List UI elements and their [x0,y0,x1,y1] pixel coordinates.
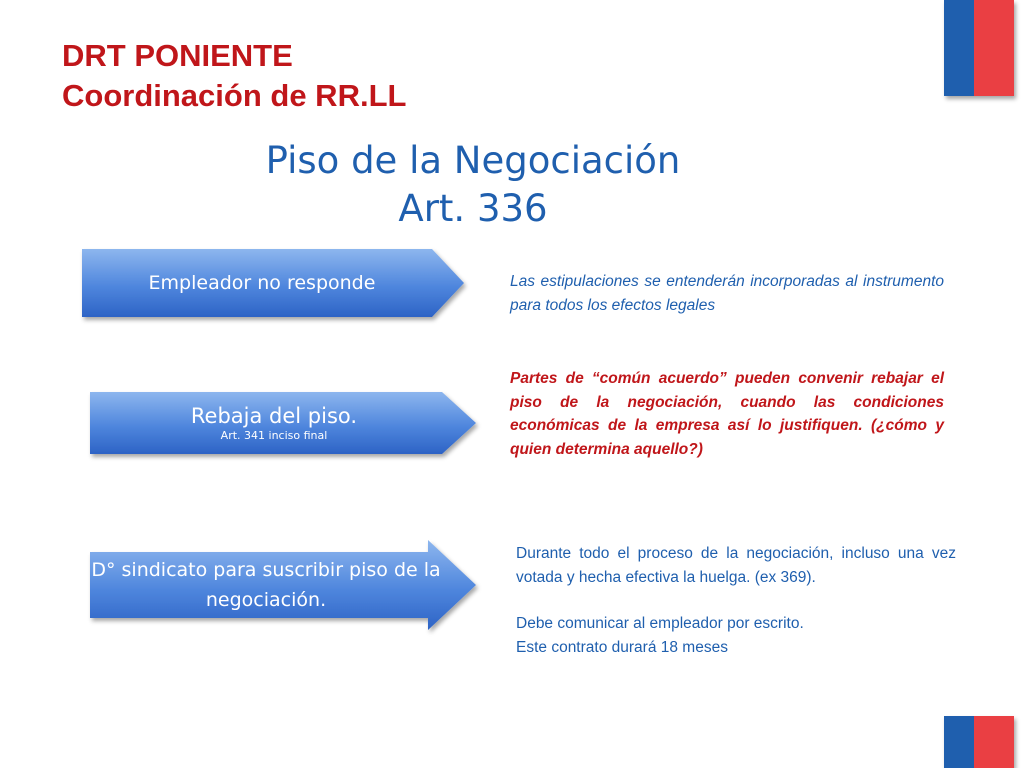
arrow-sublabel-rebaja: Art. 341 inciso final [220,429,328,442]
arrow-shape-rebaja [90,390,478,456]
description-sindicato-p2: Debe comunicar al empleador por escrito. [516,615,804,632]
description-empleador: Las estipulaciones se entenderán incorporadas al instrumento para todos los efectos legales [510,273,944,314]
description-sindicato-p3: Este contrato durará 18 meses [516,638,728,656]
arrow-shape-empleador [82,247,466,319]
flag-logo-top [944,0,1014,96]
arrow-label-rebaja: Rebaja del piso. [190,404,358,428]
org-header [62,36,406,116]
description-sindicato-p1: Durante todo el proceso de la negociación, incluso una vez votada y hecha efectiva la huelga. (ex 369). [516,545,956,586]
description-sindicato [516,542,956,659]
org-name: DRT PONIENTE [62,38,293,73]
arrow-label-empleador: Empleador no responde [148,271,376,294]
description-rebaja: Partes de “común acuerdo” pueden convenir rebajar el piso de la negociación, cuando las condiciones económicas de la empresa así lo justifiquen. (¿cómo y quien determina aquello?) [510,370,944,458]
flag-logo-bottom [944,716,1014,768]
org-department: Coordinación de RR.LL [62,78,407,113]
arrow-shape-sindicato [90,538,478,632]
page-title [0,137,946,233]
title-line-1: Piso de la Negociación [265,139,681,182]
title-line-2: Art. 336 [398,187,548,230]
arrow-label-sindicato: D° sindicato para suscribir piso de la negociación. [91,559,441,611]
